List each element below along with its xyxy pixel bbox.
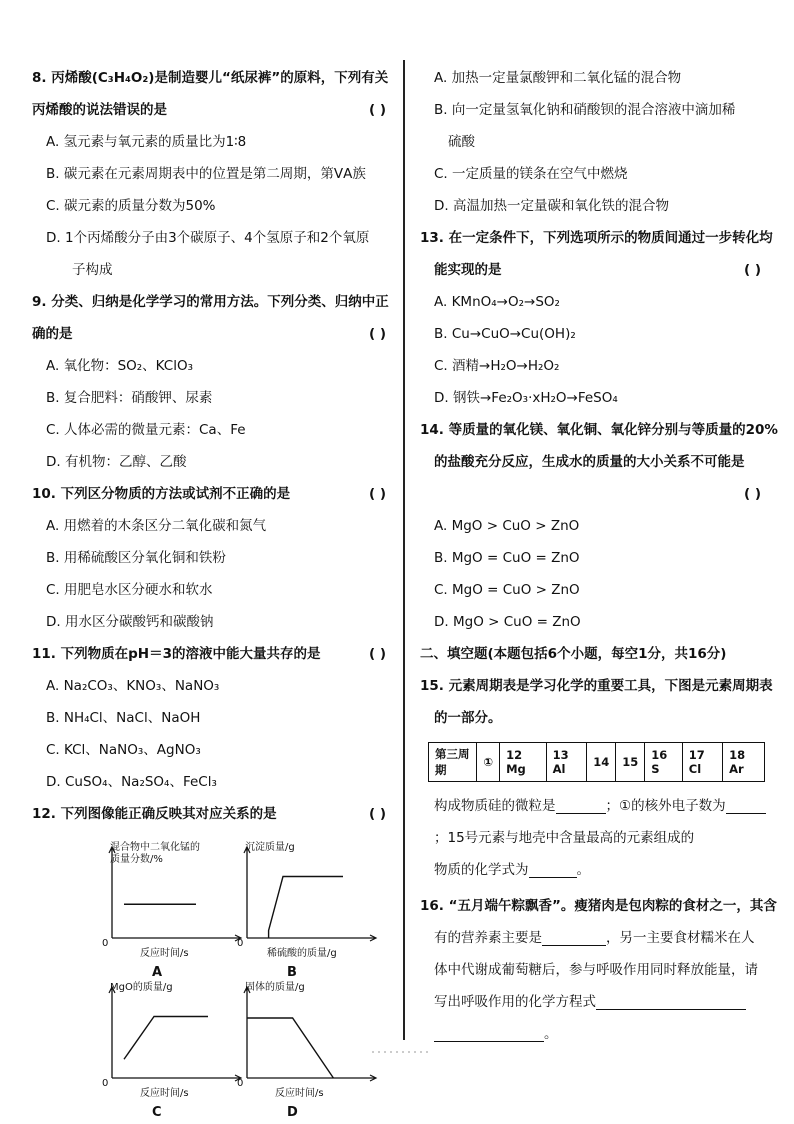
question-13 — [420, 222, 773, 414]
q16-text: ，另一主要食材糯米在人 — [606, 930, 755, 946]
q14-stem-line2: 的盐酸充分反应，生成水的质量的大小关系不可能是 — [434, 454, 745, 470]
question-14 — [420, 414, 778, 638]
chart-c-origin: 0 — [102, 1078, 109, 1089]
q12-stem: 12. 下列图像能正确反映其对应关系的是 — [32, 806, 277, 822]
answer-paren: ( ) — [368, 326, 386, 342]
option-a: A. Na₂CO₃、KNO₃、NaNO₃ — [46, 678, 220, 694]
option-d: D. 1个丙烯酸分子由3个碳原子、4个氢原子和2个氧原 — [46, 230, 370, 246]
q9-stem-line1: 9. 分类、归纳是化学学习的常用方法。下列分类、归纳中正 — [32, 294, 389, 310]
answer-blank[interactable] — [529, 859, 577, 878]
question-12-options — [420, 62, 765, 222]
q15-text: 。 — [576, 862, 590, 878]
chart-b-origin: 0 — [237, 938, 244, 949]
chart-b — [237, 838, 387, 980]
chart-a-origin: 0 — [102, 938, 109, 949]
question-8 — [32, 62, 390, 286]
period-label: 第三周期 — [429, 743, 477, 782]
element-cell: 13 Al — [546, 743, 587, 782]
chart-grid — [32, 830, 390, 1120]
chart-c-ylabel: MgO的质量/g — [110, 982, 173, 993]
option-b: B. 向一定量氢氧化钠和硝酸钡的混合溶液中滴加稀 — [434, 102, 736, 118]
column-divider — [403, 60, 405, 1040]
right-column — [420, 62, 778, 1050]
option-c: C. 一定质量的镁条在空气中燃烧 — [434, 166, 628, 182]
chart-b-xlabel: 稀硫酸的质量/g — [267, 948, 337, 959]
option-d: D. 用水区分碳酸钙和碳酸钠 — [46, 614, 214, 630]
q10-stem: 10. 下列区分物质的方法或试剂不正确的是 — [32, 486, 291, 502]
chart-b-ylabel: 沉淀质量/g — [245, 842, 295, 853]
element-cell: 12 Mg — [500, 743, 547, 782]
option-a: A. 氢元素与氧元素的质量比为1∶8 — [46, 134, 247, 150]
option-c: C. 碳元素的质量分数为50% — [46, 198, 216, 214]
q14-stem-line1: 14. 等质量的氧化镁、氧化铜、氧化锌分别与等质量的20% — [420, 422, 778, 438]
q15-stem-line2: 的一部分。 — [434, 710, 502, 726]
answer-blank[interactable] — [434, 1023, 544, 1042]
answer-paren: ( ) — [743, 262, 761, 278]
answer-paren: ( ) — [368, 102, 386, 118]
option-c: C. 用肥皂水区分硬水和软水 — [46, 582, 213, 598]
option-d: D. 高温加热一定量碳和氧化铁的混合物 — [434, 198, 669, 214]
answer-blank[interactable] — [556, 795, 606, 814]
q8-stem-line2: 丙烯酸的说法错误的是 — [32, 102, 167, 118]
q13-stem-line1: 13. 在一定条件下，下列选项所示的物质间通过一步转化均 — [420, 230, 773, 246]
q16-stem-line1: 16. “五月端午粽飘香”。瘦猪肉是包肉粽的食材之一，其含 — [420, 898, 777, 914]
option-d: D. 有机物：乙醇、乙酸 — [46, 454, 187, 470]
option-c: C. 人体必需的微量元素：Ca、Fe — [46, 422, 246, 438]
q16-text: 体中代谢成葡萄糖后，参与呼吸作用同时释放能量，请 — [434, 962, 758, 978]
q16-text: 写出呼吸作用的化学方程式 — [434, 994, 596, 1010]
chart-d-origin: 0 — [237, 1078, 244, 1089]
q16-text: 。 — [544, 1026, 558, 1042]
option-d: D. MgO > CuO = ZnO — [434, 614, 581, 630]
answer-blank[interactable] — [726, 795, 766, 814]
page-footer-mark — [370, 1048, 430, 1056]
periodic-table-row — [428, 742, 765, 782]
q9-stem-line2: 确的是 — [32, 326, 73, 342]
option-a: A. 加热一定量氯酸钾和二氧化锰的混合物 — [434, 70, 682, 86]
answer-blank[interactable] — [596, 991, 746, 1010]
section-heading: 二、填空题(本题包括6个小题，每空1分，共16分) — [420, 646, 727, 662]
chart-a-xlabel: 反应时间/s — [140, 948, 189, 959]
option-d-cont: 子构成 — [72, 262, 113, 278]
element-cell: 14 — [587, 743, 616, 782]
q8-stem-line1: 8. 丙烯酸(C₃H₄O₂)是制造婴儿“纸尿裤”的原料，下列有关 — [32, 70, 389, 86]
option-d: D. 钢铁→Fe₂O₃·xH₂O→FeSO₄ — [434, 390, 618, 406]
element-cell: 15 — [616, 743, 645, 782]
chart-d-caption: D — [287, 1105, 298, 1120]
answer-paren: ( ) — [368, 806, 386, 822]
element-cell: 17 Cl — [682, 743, 722, 782]
q16-text: 有的营养素主要是 — [434, 930, 542, 946]
element-cell: 16 S — [645, 743, 683, 782]
series-line — [247, 1018, 333, 1078]
option-c: C. MgO = CuO > ZnO — [434, 582, 580, 598]
left-column — [32, 62, 390, 1120]
option-c: C. 酒精→H₂O→H₂O₂ — [434, 358, 560, 374]
question-10 — [32, 478, 390, 638]
question-11 — [32, 638, 390, 798]
element-cell: 18 Ar — [723, 743, 765, 782]
answer-blank[interactable] — [542, 927, 606, 946]
chart-d-xlabel: 反应时间/s — [275, 1088, 324, 1099]
option-a: A. KMnO₄→O₂→SO₂ — [434, 294, 560, 310]
q15-text: ；15号元素与地壳中含量最高的元素组成的 — [434, 830, 695, 846]
option-b: B. NH₄Cl、NaCl、NaOH — [46, 710, 201, 726]
option-b-cont: 硫酸 — [448, 134, 475, 150]
answer-paren: ( ) — [743, 486, 761, 502]
chart-a-caption: A — [152, 965, 163, 980]
question-15 — [420, 670, 773, 886]
answer-paren: ( ) — [368, 486, 386, 502]
chart-a — [102, 838, 252, 980]
chart-d-ylabel: 固体的质量/g — [245, 982, 305, 993]
q13-stem-line2: 能实现的是 — [434, 262, 502, 278]
option-b: B. MgO = CuO = ZnO — [434, 550, 580, 566]
chart-d — [237, 978, 387, 1120]
option-b: B. 碳元素在元素周期表中的位置是第二周期，第ⅤA族 — [46, 166, 366, 182]
question-16 — [420, 890, 777, 1050]
chart-c — [102, 978, 252, 1120]
answer-paren: ( ) — [368, 646, 386, 662]
option-b: B. 用稀硫酸区分氧化铜和铁粉 — [46, 550, 226, 566]
option-c: C. KCl、NaNO₃、AgNO₃ — [46, 742, 201, 758]
option-a: A. MgO > CuO > ZnO — [434, 518, 580, 534]
element-cell: ① — [477, 743, 500, 782]
series-line — [124, 1017, 208, 1060]
series-line — [269, 877, 343, 939]
q15-text: ；①的核外电子数为 — [605, 798, 726, 814]
option-d: D. CuSO₄、Na₂SO₄、FeCl₃ — [46, 774, 217, 790]
q15-text: 构成物质硅的微粒是 — [434, 798, 556, 814]
option-b: B. Cu→CuO→Cu(OH)₂ — [434, 326, 576, 342]
option-a: A. 氧化物：SO₂、KClO₃ — [46, 358, 194, 374]
question-12 — [32, 798, 390, 1120]
chart-c-xlabel: 反应时间/s — [140, 1088, 189, 1099]
chart-b-caption: B — [287, 965, 297, 980]
q15-stem-line1: 15. 元素周期表是学习化学的重要工具，下图是元素周期表 — [420, 678, 773, 694]
q11-stem: 11. 下列物质在pH＝3的溶液中能大量共存的是 — [32, 646, 321, 662]
option-b: B. 复合肥料：硝酸钾、尿素 — [46, 390, 213, 406]
chart-a-ylabel: 混合物中二氧化锰的质量分数/% — [110, 842, 200, 865]
chart-c-caption: C — [152, 1105, 162, 1120]
option-a: A. 用燃着的木条区分二氧化碳和氮气 — [46, 518, 267, 534]
question-9 — [32, 286, 390, 478]
q15-text: 物质的化学式为 — [434, 862, 529, 878]
